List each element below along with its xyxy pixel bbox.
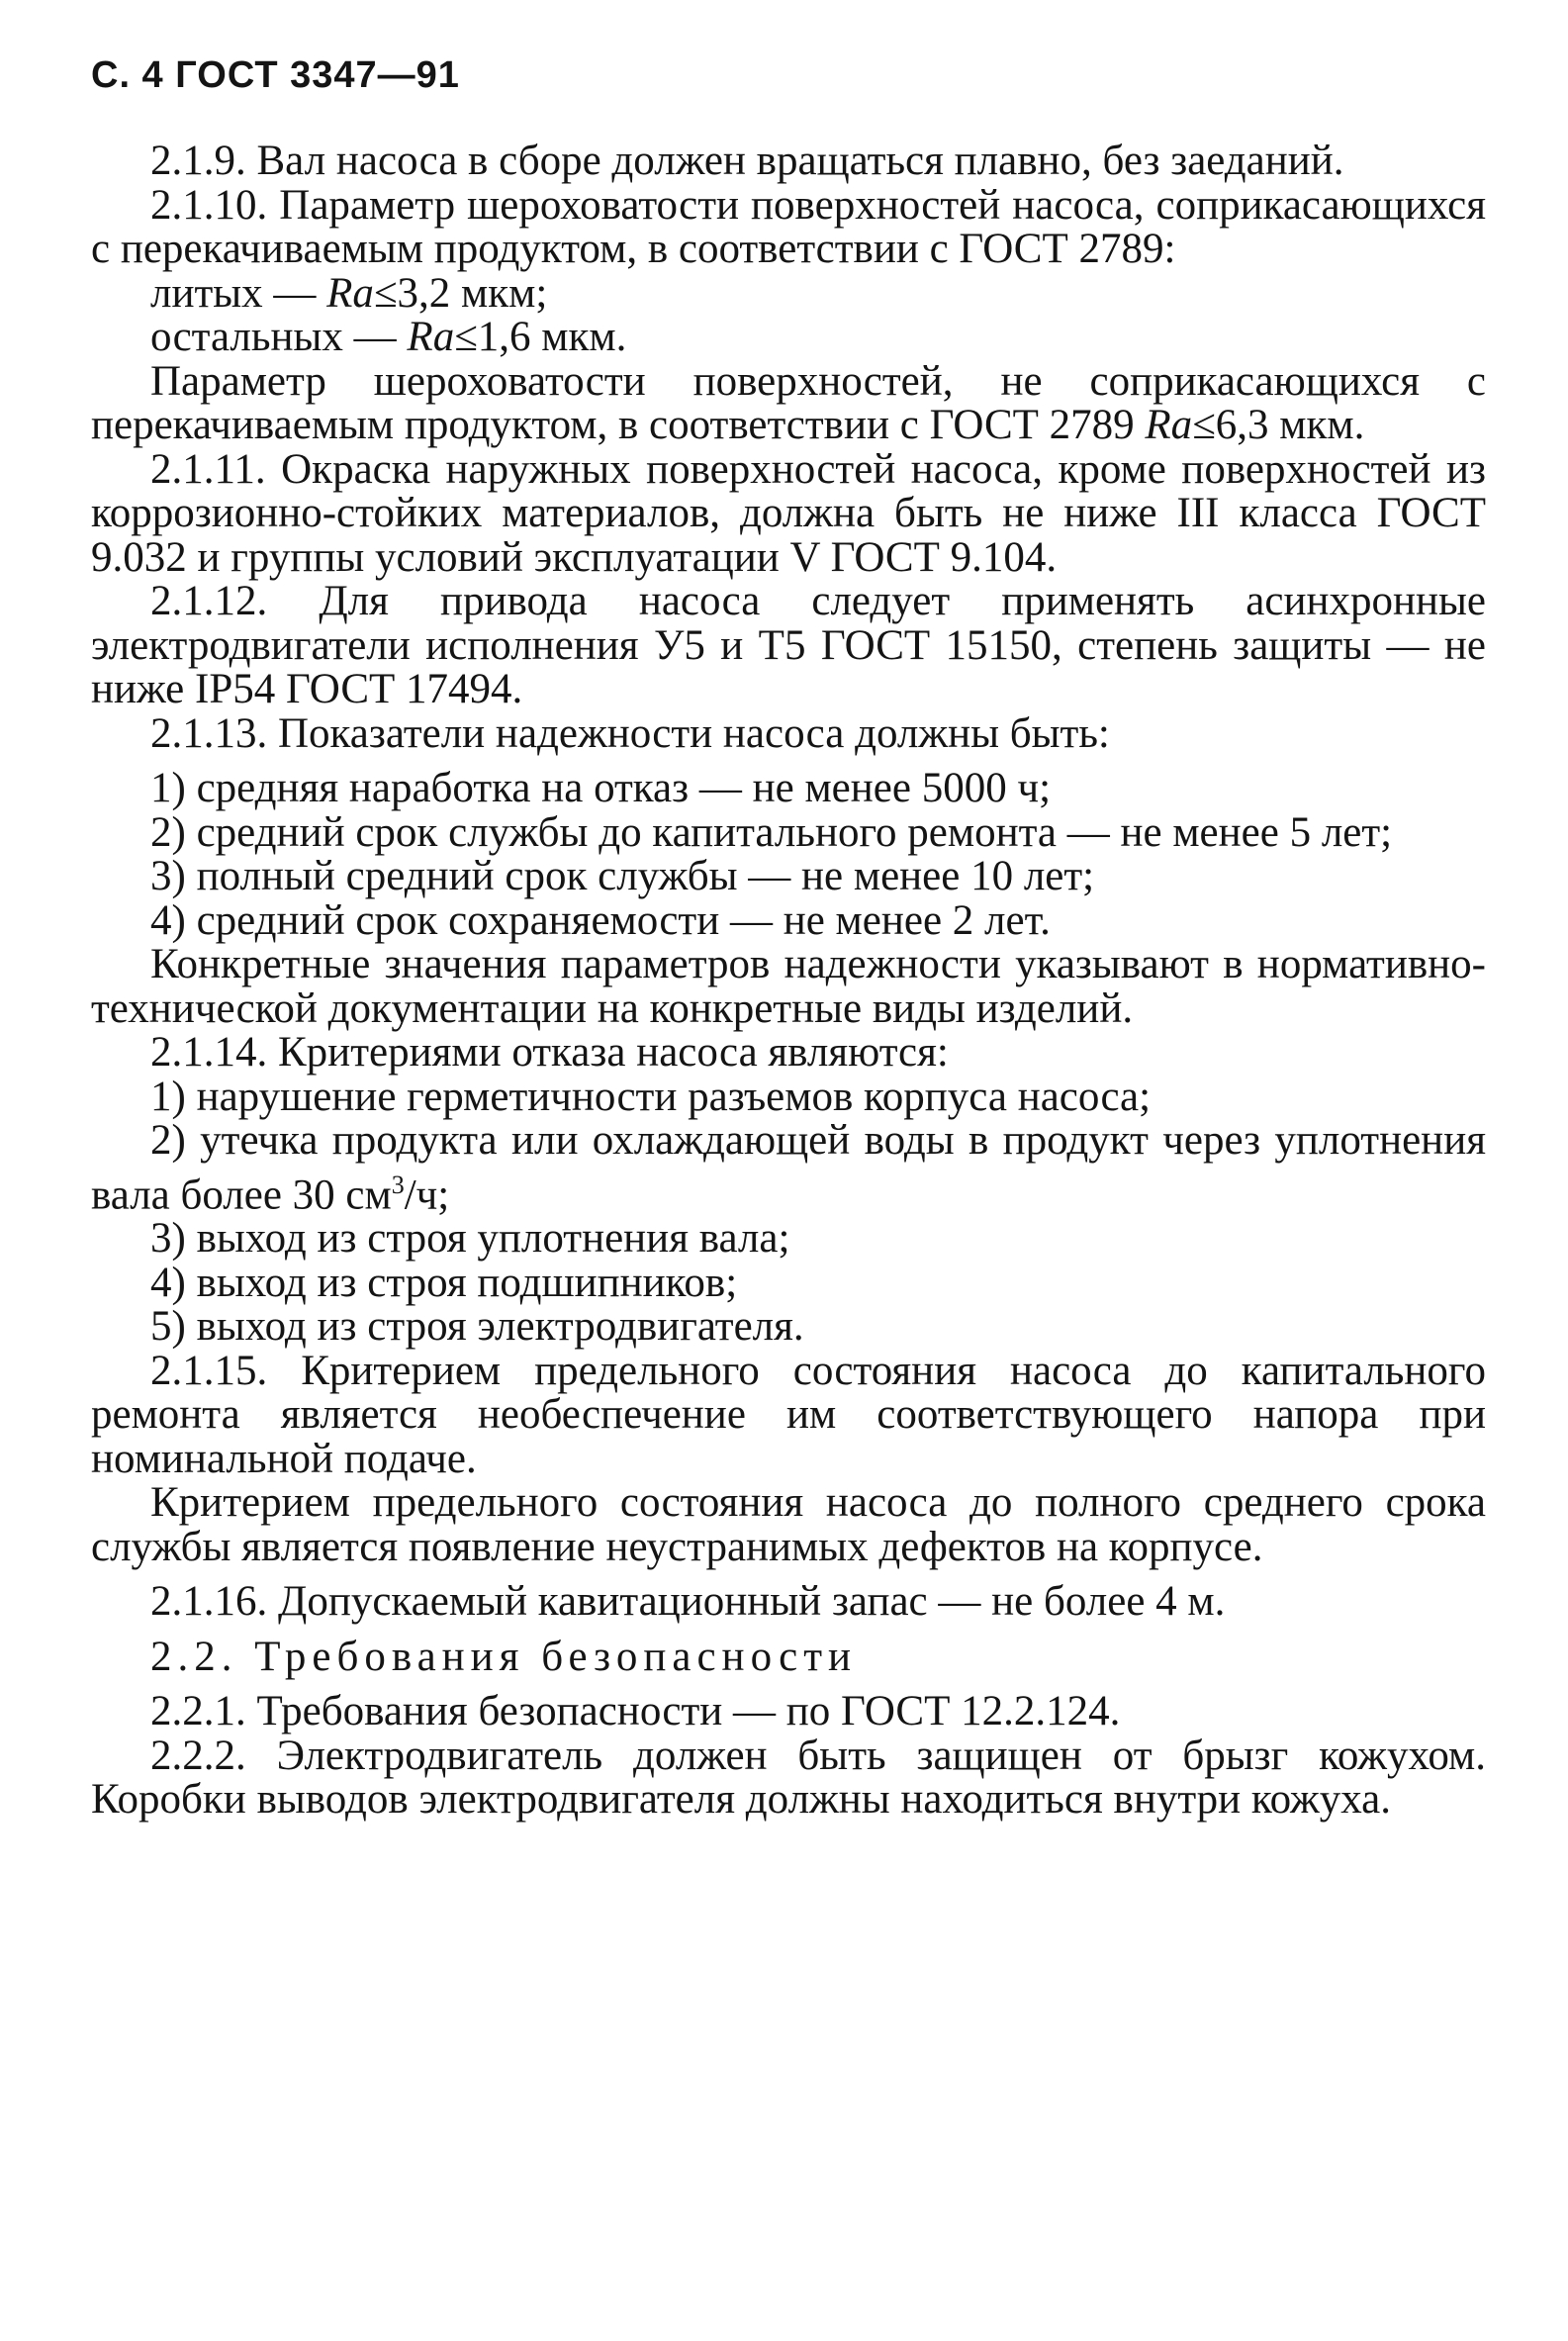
clause-2-2-2: 2.2.2. Электродвигатель должен быть защищен от брызг кожухом. Коробки выводов электродвигателя должны находиться внутри кожуха.: [91, 1732, 1486, 1824]
failure-item: 5) выход из строя электродвигателя.: [150, 1303, 804, 1351]
roughness-cast: литых — Ra≤3,2 мкм;: [150, 269, 548, 317]
ra-symbol: Ra: [326, 269, 374, 317]
document-page: [91, 54, 1486, 1823]
ra-symbol: Ra: [1145, 402, 1193, 448]
clause-2-2-1: 2.2.1. Требования безопасности — по ГОСТ 12.2.124.: [150, 1688, 1121, 1735]
clause-2-1-16: 2.1.16. Допускаемый кавитационный запас — не более 4 м.: [150, 1578, 1226, 1626]
failure-item: 4) выход из строя подшипников;: [150, 1259, 738, 1306]
clause-2-1-10: 2.1.10. Параметр шероховатости поверхностей насоса, соприкасающихся с перекачиваемым продуктом, в соответствии с ГОСТ 2789:: [91, 181, 1486, 272]
clause-2-1-14: 2.1.14. Критериями отказа насоса являются:: [150, 1029, 949, 1076]
ra-symbol: Ra: [407, 314, 455, 360]
roughness-other: остальных — Ra≤1,6 мкм.: [150, 314, 627, 360]
clause-2-1-12: 2.1.12. Для привода насоса следует применять асинхронные электродвигатели исполнения У5 и Т5 ГОСТ 15150, степень защиты — не ниже IP54 ГОСТ 17494.: [91, 578, 1486, 712]
failure-item: 2) утечка продукта или охлаждающей воды в продукт через уплотнения вала более 30 $см^3/ч$;: [91, 1117, 1486, 1218]
reliability-note: Конкретные значения параметров надежности указывают в нормативно-технической документации на конкретные виды изделий.: [91, 941, 1486, 1032]
clause-2-1-9: 2.1.9. Вал насоса в сборе должен вращаться плавно, без заеданий.: [150, 138, 1344, 184]
reliability-item: 3) полный средний срок службы — не менее 10 лет;: [150, 853, 1095, 899]
failure-item: 3) выход из строя уплотнения вала;: [150, 1215, 790, 1263]
limit-state-note: Критерием предельного состояния насоса до полного среднего срока службы является появление неустранимых дефектов на корпусе.: [91, 1479, 1486, 1570]
failure-item: 1) нарушение герметичности разъемов корпуса насоса;: [150, 1073, 1152, 1120]
reliability-item: 1) средняя наработка на отказ — не менее 5000 ч;: [150, 765, 1052, 811]
clause-2-1-13: 2.1.13. Показатели надежности насоса должны быть:: [150, 709, 1110, 757]
reliability-item: 2) средний срок службы до капитального ремонта — не менее 5 лет;: [150, 808, 1393, 856]
roughness-non-contact: Параметр шероховатости поверхностей, не соприкасающихся с перекачиваемым продуктом, в соответствии с ГОСТ 2789 Ra≤6,3 мкм.: [91, 357, 1486, 448]
clause-2-1-15: 2.1.15. Критерием предельного состояния насоса до капитального ремонта является необеспечение им соответствующего напора при номинальной подаче.: [91, 1347, 1486, 1482]
page-header: С. 4 ГОСТ 3347—91: [91, 54, 460, 96]
reliability-item: 4) средний срок сохраняемости — не менее 2 лет.: [150, 896, 1051, 944]
clause-2-1-11: 2.1.11. Окраска наружных поверхностей насоса, кроме поверхностей из коррозионно-стойких материалов, должна быть не ниже III класса ГОСТ 9.032 и группы условий эксплуатации V ГОСТ 9.104.: [91, 445, 1486, 581]
section-2-2-heading: 2.2. Требования безопасности: [150, 1633, 858, 1680]
